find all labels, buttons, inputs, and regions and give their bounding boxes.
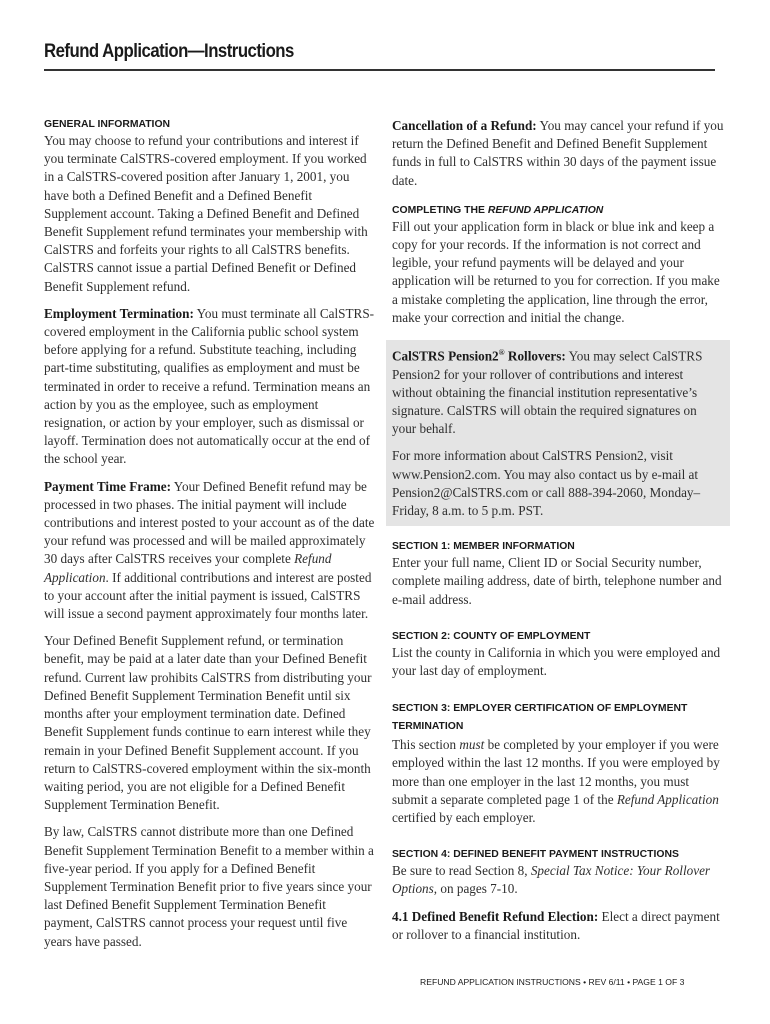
section-3-text-3: certified by each employer. [392,810,536,826]
completing-heading-text: COMPLETING THE [392,204,488,216]
pension2-paragraph [392,344,724,438]
right-column [392,117,724,944]
section-3-paragraph [392,736,724,827]
completing-heading-emphasis: REFUND APPLICATION [487,204,604,216]
payment-time-frame-text: Your Defined Benefit refund may be processed in two phases. The initial payment will include contributions and interest posted to your account as of the date your refund was processed and will be mailed approximately 30 days after CalSTRS receives your complete [44,478,375,567]
general-information-heading: GENERAL INFORMATION [44,119,171,130]
pension2-label: CalSTRS Pension2 [392,348,499,364]
pension2-text: You may select CalSTRS Pension2 for your rollover of contributions and interest without obtaining the financial institution representative’s signature. CalSTRS will obtain the required signatures on your behalf. [392,348,703,437]
section-3-emphasis-title: Refund Application [616,791,719,807]
section-4-1-paragraph [392,908,724,944]
section-4-heading: SECTION 4: DEFINED BENEFIT PAYMENT INSTRUCTIONS [392,849,679,861]
section-4-text-1: Be sure to read Section 8, [392,863,531,879]
supplement-refund-text: Your Defined Benefit Supplement refund, or termination benefit, may be paid at a later date than your Defined Benefit refund. Current law prohibits CalSTRS from distributing your Defined Benefit Supplement Termination Benefit until six months after your employment termination date. Defined Benefit Supplement funds continue to earn interest while they remain in your Defined Benefit Supplement account. If you return to CalSTRS-covered employment within the six-month waiting period, you are not eligible for a Defined Benefit Supplement Termination Benefit. [44,633,372,813]
section-2-text: List the county in California in which you were employed and your last day of employment. [392,644,721,679]
section-3-text-2: be completed by your employer if you were employed within the last 12 months. If you were employed by more than one employer in the last 12 months, you must submit a separate completed page 1 of the [392,737,720,807]
section-3-text-1: This section [392,737,460,753]
page-footer: REFUND APPLICATION INSTRUCTIONS • REV 6/11 • PAGE 1 OF 3 [420,977,685,987]
section-2-heading: SECTION 2: COUNTY OF EMPLOYMENT [392,630,591,642]
pension2-contact-info: For more information about CalSTRS Pension2, visit www.Pension2.com. You may also contact us by e-mail at Pension2@CalSTRS.com or call 888-394-2060, Monday–Friday, 8 a.m. to 5 p.m. PST. [392,448,701,519]
section-1-text: Enter your full name, Client ID or Social Security number, complete mailing address, date of birth, telephone number and e-mail address. [392,555,722,607]
payment-time-frame-label: Payment Time Frame: [44,478,171,494]
payment-time-frame-text-2: . If additional contributions and interest are posted to your account after the initial payment is issued, CalSTRS will issue a second payment approximately four months later. [44,569,372,622]
refund-application-term: Refund Application [44,551,332,585]
section-4-1-label: 4.1 Defined Benefit Refund Election: [392,908,599,924]
cancellation-label: Cancellation of a Refund: [392,118,537,133]
section-1-heading: SECTION 1: MEMBER INFORMATION [392,541,575,553]
employment-termination-label: Employment Termination: [44,305,194,321]
payment-time-frame-paragraph [44,478,376,624]
page-title: Refund Application—Instructions [44,40,294,62]
cancellation-text: You may cancel your refund if you return the Defined Benefit and Defined Benefit Supplement funds in full to CalSTRS within 30 days of the payment issue date. [392,118,724,188]
completing-application-heading [392,203,724,218]
title-divider [44,69,715,71]
section-4-text-2: , on pages 7-10. [433,881,518,897]
pension2-label-2: Rollovers: [504,348,566,364]
registered-mark: ® [498,348,505,358]
cancellation-paragraph [392,117,724,190]
left-column [44,117,376,951]
five-year-limit-text: By law, CalSTRS cannot distribute more than one Defined Benefit Supplement Termination Benefit to a member within a five-year period. If you apply for a Defined Benefit Supplement Termination Benefit prior to five years since your last Defined Benefit Supplement Termination Benefit payment, CalSTRS cannot process your request until five years have passed. [44,824,374,949]
section-3-heading: SECTION 3: EMPLOYER CERTIFICATION OF EMPLOYMENT TERMINATION [392,703,688,733]
completing-application-text: Fill out your application form in black or blue ink and keep a copy for your records. If the information is not correct and legible, your refund payments will be delayed and your application will be returned to you for correction. If you make a mistake completing the application, line through the error, make your correction and initial the change. [392,218,720,325]
general-information-text: You may choose to refund your contributions and interest if you terminate CalSTRS-covered employment. If you worked in a CalSTRS-covered position after January 1, 2001, you have both a Defined Benefit and a Defined Benefit Supplement account. Taking a Defined Benefit and Defined Benefit Supplement refund terminates your membership with CalSTRS and forfeits your rights to all CalSTRS benefits. CalSTRS cannot issue a partial Defined Benefit or Defined Benefit Supplement refund. [44,133,368,294]
section-4-paragraph [392,862,724,898]
section-4-emphasis: Special Tax Notice: Your Rollover Options [392,863,711,897]
employment-termination-paragraph [44,305,376,469]
employment-termination-text: You must terminate all CalSTRS-covered employment in the California public school system before applying for a refund. Substitute teaching, including part-time substituting, qualifies as employment and must be terminated in order to receive a refund. Termination means an action by you as the employee, such as employment resignation, or action by your employer, such as dismissal or layoff. Termination does not automatically occur at the end of the school year. [44,305,375,467]
section-3-emphasis-must: must [459,737,485,753]
pension2-callout-box [386,340,730,526]
section-4-1-text: Elect a direct payment or rollover to a financial institution. [392,908,720,942]
